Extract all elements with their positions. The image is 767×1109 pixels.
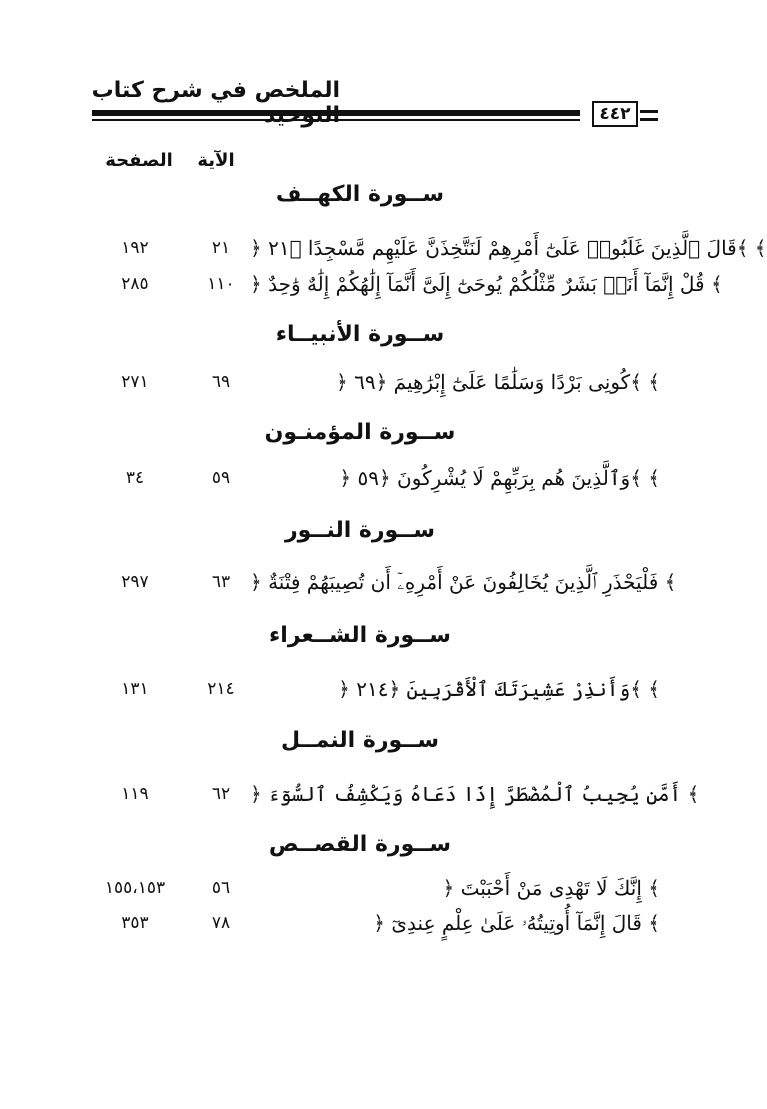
page-reference: ٢٩٧: [121, 572, 149, 592]
section-title: ســورة القصــص: [268, 832, 452, 857]
page-reference: ١٥٥،١٥٣: [104, 878, 166, 898]
section-title: ســورة النمــل: [281, 728, 439, 753]
ayah-number: ٢١: [211, 238, 231, 258]
page-marker-line: [640, 110, 658, 113]
verse-text: ﴿ إِنَّكَ لَا تَهْدِى مَنْ أَحْبَبْتَ ﴾: [442, 876, 660, 900]
ayah-number: ٦٩: [211, 372, 231, 392]
header-rule-thick: [92, 110, 580, 116]
section-title: ســورة الشــعراء: [269, 623, 451, 648]
page-number: ٤٤٢: [592, 101, 638, 127]
header-rule-thin: [92, 119, 580, 121]
page-reference: ٢٧١: [121, 372, 149, 392]
page-marker-line: [640, 118, 658, 121]
section-title: ســورة النــور: [284, 518, 436, 543]
verse-text: ﴿ وَٱلَّذِينَ هُم بِرَبِّهِمْ لَا يُشْرِكُونَ ﴿٥٩﴾ ﴾: [339, 466, 660, 490]
page-reference: ١١٩: [121, 784, 149, 804]
verse-text: ﴿ أَمَّن يُجِيبُ ٱلْمُضْطَرَّ إِذَا دَعَاهُ وَيَكْشِفُ ٱلسُّوٓءَ ﴾: [250, 782, 700, 806]
verse-text: ﴿ كُونِى بَرْدًا وَسَلَٰمًا عَلَىٰٓ إِبْرَٰهِيمَ ﴿٦٩﴾ ﴾: [336, 370, 660, 394]
section-title: ســورة الكهــف: [275, 182, 445, 207]
ayah-number: ٦٢: [211, 784, 231, 804]
verse-text: ﴿ فَلْيَحْذَرِ ٱلَّذِينَ يُخَالِفُونَ عَنْ أَمْرِهِۦٓ أَن تُصِيبَهُمْ فِتْنَةٌ ﴾: [250, 570, 677, 594]
ayah-number: ٧٨: [211, 913, 231, 933]
verse-text: ﴿ قَالَ إِنَّمَآ أُوتِيتُهُۥ عَلَىٰ عِلْمٍ عِندِىٓ ﴾: [373, 911, 660, 935]
ayah-number: ٢١٤: [207, 679, 235, 699]
book-title: الملخص في شرح كتاب: [91, 78, 340, 103]
page-reference: ١٣١: [121, 679, 149, 699]
ayah-number: ٥٩: [211, 468, 231, 488]
page-reference: ١٩٢: [121, 238, 149, 258]
section-title: ســورة الأنبيــاء: [275, 322, 445, 347]
ayah-number: ١١٠: [207, 274, 235, 294]
ayah-number: ٥٦: [211, 878, 231, 898]
column-header-ayah: الآية: [197, 150, 235, 171]
section-title: ســورة المؤمنـون: [264, 420, 456, 445]
page-reference: ٣٤: [125, 468, 145, 488]
verse-text: ﴿ قُلْ إِنَّمَآ أَنَا۠ بَشَرٌ مِّثْلُكُمْ يُوحَىٰٓ إِلَىَّ أَنَّمَآ إِلَٰهُكُمْ إِلَٰهٌ وَٰحِدٌ ﴾: [250, 272, 723, 296]
page-reference: ٢٨٥: [121, 274, 149, 294]
verse-text: ﴿ قَالَ ٱلَّذِينَ غَلَبُوا۟ عَلَىٰٓ أَمْرِهِمْ لَنَتَّخِذَنَّ عَلَيْهِم مَّسْجِدًا ﴿٢١﴾ ﴾: [250, 236, 767, 260]
verse-text: ﴿ وَأَنذِرْ عَشِيرَتَكَ ٱلْأَقْرَبِينَ ﴿٢١٤﴾ ﴾: [338, 677, 660, 701]
column-header-page: الصفحة: [105, 150, 173, 171]
ayah-number: ٦٣: [211, 572, 231, 592]
page-reference: ٣٥٣: [121, 913, 149, 933]
